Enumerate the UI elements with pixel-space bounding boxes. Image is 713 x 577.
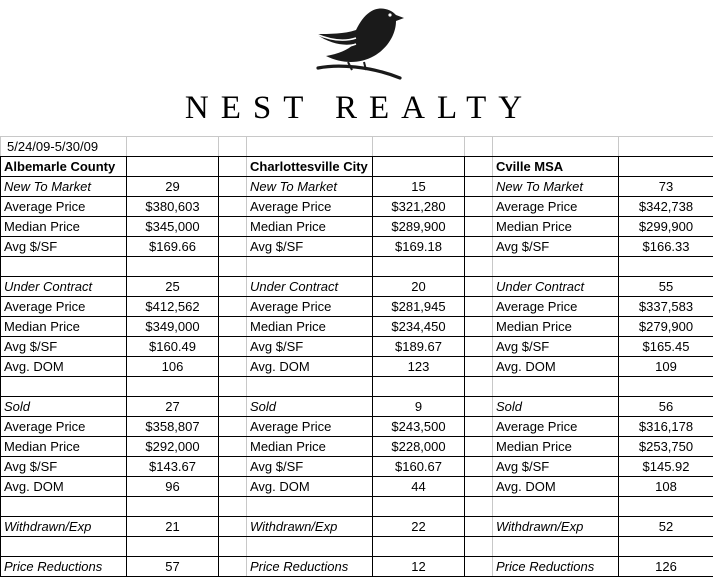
- spacer-cell: [465, 477, 493, 497]
- stat-label: Avg $/SF: [493, 337, 619, 357]
- stat-value: $345,000: [127, 217, 219, 237]
- stat-label: Avg $/SF: [247, 337, 373, 357]
- stat-row: [1, 337, 713, 357]
- spacer-cell: [219, 497, 247, 517]
- stat-label: Average Price: [493, 197, 619, 217]
- stat-row: [1, 237, 713, 257]
- empty-cell: [1, 497, 127, 517]
- empty-cell: [127, 377, 219, 397]
- stat-label: Average Price: [1, 417, 127, 437]
- stat-row: [1, 417, 713, 437]
- stat-value: $166.33: [619, 237, 713, 257]
- stat-value: 123: [373, 357, 465, 377]
- stat-value: $321,280: [373, 197, 465, 217]
- stat-value: $279,900: [619, 317, 713, 337]
- bird-icon: [308, 4, 408, 82]
- spacer-cell: [219, 337, 247, 357]
- empty-cell: [619, 377, 713, 397]
- row-label: Price Reductions: [247, 557, 373, 577]
- empty-cell: [373, 537, 465, 557]
- stat-label: Avg $/SF: [1, 457, 127, 477]
- under-contract-row: [1, 277, 713, 297]
- empty-cell: [373, 257, 465, 277]
- row-value: 21: [127, 517, 219, 537]
- row-value: 22: [373, 517, 465, 537]
- market-stats-table: [0, 136, 713, 577]
- row-value: 27: [127, 397, 219, 417]
- spacer-cell: [219, 317, 247, 337]
- date-row: [1, 137, 713, 157]
- stat-value: $143.67: [127, 457, 219, 477]
- row-value: 55: [619, 277, 713, 297]
- stat-label: Average Price: [247, 417, 373, 437]
- empty-cell: [619, 537, 713, 557]
- row-label: Sold: [247, 397, 373, 417]
- stat-label: Median Price: [493, 217, 619, 237]
- row-label: Sold: [493, 397, 619, 417]
- stat-label: Median Price: [247, 437, 373, 457]
- spacer-cell: [219, 217, 247, 237]
- spacer-cell: [465, 277, 493, 297]
- stat-value: $160.67: [373, 457, 465, 477]
- row-value: 57: [127, 557, 219, 577]
- empty-cell: [127, 537, 219, 557]
- stat-label: Average Price: [247, 297, 373, 317]
- row-label: Withdrawn/Exp: [247, 517, 373, 537]
- spacer-cell: [219, 157, 247, 177]
- spacer-cell: [465, 317, 493, 337]
- stat-label: Avg $/SF: [1, 237, 127, 257]
- row-value: 12: [373, 557, 465, 577]
- stat-row: [1, 457, 713, 477]
- empty-cell: [247, 537, 373, 557]
- spacer-cell: [465, 517, 493, 537]
- stat-row: [1, 477, 713, 497]
- stat-label: Median Price: [1, 437, 127, 457]
- empty-cell: [247, 377, 373, 397]
- empty-cell: [247, 137, 373, 157]
- stat-value: 108: [619, 477, 713, 497]
- stat-label: Median Price: [493, 437, 619, 457]
- spacer-cell: [465, 197, 493, 217]
- row-value: 52: [619, 517, 713, 537]
- logo-header: [0, 0, 713, 135]
- spacer-cell: [465, 337, 493, 357]
- spacer-cell: [465, 177, 493, 197]
- spacer-cell: [219, 417, 247, 437]
- stat-value: $289,900: [373, 217, 465, 237]
- row-value: 25: [127, 277, 219, 297]
- spacer-cell: [465, 497, 493, 517]
- sold-row: [1, 397, 713, 417]
- stat-label: Avg $/SF: [493, 237, 619, 257]
- spacer-cell: [465, 557, 493, 577]
- stat-label: Median Price: [247, 317, 373, 337]
- empty-cell: [127, 497, 219, 517]
- stat-value: 106: [127, 357, 219, 377]
- stat-label: Avg. DOM: [1, 477, 127, 497]
- empty-cell: [219, 137, 247, 157]
- empty-cell: [127, 157, 219, 177]
- empty-cell: [493, 497, 619, 517]
- spacer-cell: [219, 357, 247, 377]
- stat-label: Avg. DOM: [247, 357, 373, 377]
- empty-cell: [127, 257, 219, 277]
- stat-label: Avg. DOM: [493, 477, 619, 497]
- blank-row: [1, 257, 713, 277]
- empty-cell: [1, 537, 127, 557]
- spacer-cell: [219, 437, 247, 457]
- stat-value: $412,562: [127, 297, 219, 317]
- spacer-cell: [219, 457, 247, 477]
- row-label: Withdrawn/Exp: [1, 517, 127, 537]
- stat-value: $316,178: [619, 417, 713, 437]
- brand-name: NEST REALTY: [0, 86, 713, 130]
- stat-value: $169.66: [127, 237, 219, 257]
- stat-value: 44: [373, 477, 465, 497]
- empty-cell: [373, 157, 465, 177]
- stat-value: $358,807: [127, 417, 219, 437]
- empty-cell: [247, 257, 373, 277]
- spacer-cell: [465, 217, 493, 237]
- stat-value: $253,750: [619, 437, 713, 457]
- empty-cell: [1, 377, 127, 397]
- spacer-cell: [219, 477, 247, 497]
- spacer-cell: [465, 237, 493, 257]
- stat-label: Avg. DOM: [247, 477, 373, 497]
- stat-value: $342,738: [619, 197, 713, 217]
- row-label: New To Market: [493, 177, 619, 197]
- stat-value: $160.49: [127, 337, 219, 357]
- region-header-row: [1, 157, 713, 177]
- stat-label: Average Price: [1, 197, 127, 217]
- stat-row: [1, 437, 713, 457]
- spacer-cell: [465, 257, 493, 277]
- stat-label: Avg $/SF: [1, 337, 127, 357]
- stat-label: Average Price: [1, 297, 127, 317]
- region-name: Charlottesville City: [247, 157, 373, 177]
- stat-value: 96: [127, 477, 219, 497]
- date-range: 5/24/09-5/30/09: [1, 137, 127, 157]
- spacer-cell: [465, 157, 493, 177]
- stat-value: 109: [619, 357, 713, 377]
- empty-cell: [247, 497, 373, 517]
- spacer-cell: [465, 357, 493, 377]
- stat-label: Avg. DOM: [493, 357, 619, 377]
- empty-cell: [619, 157, 713, 177]
- stat-label: Avg. DOM: [1, 357, 127, 377]
- row-value: 9: [373, 397, 465, 417]
- empty-cell: [619, 257, 713, 277]
- empty-cell: [619, 137, 713, 157]
- blank-row: [1, 497, 713, 517]
- stat-label: Average Price: [247, 197, 373, 217]
- stat-value: $337,583: [619, 297, 713, 317]
- spacer-cell: [219, 517, 247, 537]
- row-value: 126: [619, 557, 713, 577]
- row-label: Price Reductions: [1, 557, 127, 577]
- stat-value: $380,603: [127, 197, 219, 217]
- withdrawn-row: [1, 517, 713, 537]
- spacer-cell: [219, 297, 247, 317]
- row-value: 20: [373, 277, 465, 297]
- price-reductions-row: [1, 557, 713, 577]
- stat-row: [1, 317, 713, 337]
- row-label: Sold: [1, 397, 127, 417]
- stat-label: Avg $/SF: [247, 457, 373, 477]
- blank-row: [1, 377, 713, 397]
- stat-value: $292,000: [127, 437, 219, 457]
- row-value: 29: [127, 177, 219, 197]
- empty-cell: [493, 537, 619, 557]
- row-label: New To Market: [247, 177, 373, 197]
- stat-row: [1, 197, 713, 217]
- stat-value: $145.92: [619, 457, 713, 477]
- stat-value: $234,450: [373, 317, 465, 337]
- stat-label: Average Price: [493, 297, 619, 317]
- stat-value: $189.67: [373, 337, 465, 357]
- spacer-cell: [219, 237, 247, 257]
- stat-row: [1, 357, 713, 377]
- empty-cell: [493, 257, 619, 277]
- spacer-cell: [465, 377, 493, 397]
- stat-value: $349,000: [127, 317, 219, 337]
- new-to-market-row: [1, 177, 713, 197]
- row-label: Under Contract: [1, 277, 127, 297]
- spacer-cell: [465, 457, 493, 477]
- empty-cell: [373, 377, 465, 397]
- empty-cell: [373, 137, 465, 157]
- stat-value: $281,945: [373, 297, 465, 317]
- spacer-cell: [219, 537, 247, 557]
- spacer-cell: [465, 397, 493, 417]
- spacer-cell: [465, 437, 493, 457]
- stat-label: Median Price: [493, 317, 619, 337]
- empty-cell: [127, 137, 219, 157]
- stat-row: [1, 297, 713, 317]
- empty-cell: [493, 377, 619, 397]
- spacer-cell: [465, 417, 493, 437]
- empty-cell: [373, 497, 465, 517]
- stat-label: Median Price: [1, 217, 127, 237]
- spacer-cell: [219, 177, 247, 197]
- empty-cell: [619, 497, 713, 517]
- empty-cell: [493, 137, 619, 157]
- stat-label: Median Price: [247, 217, 373, 237]
- empty-cell: [1, 257, 127, 277]
- row-label: Under Contract: [247, 277, 373, 297]
- spacer-cell: [219, 197, 247, 217]
- stat-label: Avg $/SF: [493, 457, 619, 477]
- stat-value: $228,000: [373, 437, 465, 457]
- row-label: New To Market: [1, 177, 127, 197]
- blank-row: [1, 537, 713, 557]
- stat-value: $165.45: [619, 337, 713, 357]
- spacer-cell: [219, 397, 247, 417]
- spacer-cell: [219, 277, 247, 297]
- row-value: 15: [373, 177, 465, 197]
- stat-row: [1, 217, 713, 237]
- stat-label: Avg $/SF: [247, 237, 373, 257]
- row-value: 56: [619, 397, 713, 417]
- region-name: Albemarle County: [1, 157, 127, 177]
- stat-value: $169.18: [373, 237, 465, 257]
- row-label: Withdrawn/Exp: [493, 517, 619, 537]
- stat-value: $243,500: [373, 417, 465, 437]
- spacer-cell: [219, 377, 247, 397]
- row-label: Price Reductions: [493, 557, 619, 577]
- stat-label: Average Price: [493, 417, 619, 437]
- region-name: Cville MSA: [493, 157, 619, 177]
- stat-label: Median Price: [1, 317, 127, 337]
- row-value: 73: [619, 177, 713, 197]
- spacer-cell: [465, 297, 493, 317]
- empty-cell: [465, 137, 493, 157]
- spacer-cell: [219, 257, 247, 277]
- spacer-cell: [219, 557, 247, 577]
- spacer-cell: [465, 537, 493, 557]
- stat-value: $299,900: [619, 217, 713, 237]
- row-label: Under Contract: [493, 277, 619, 297]
